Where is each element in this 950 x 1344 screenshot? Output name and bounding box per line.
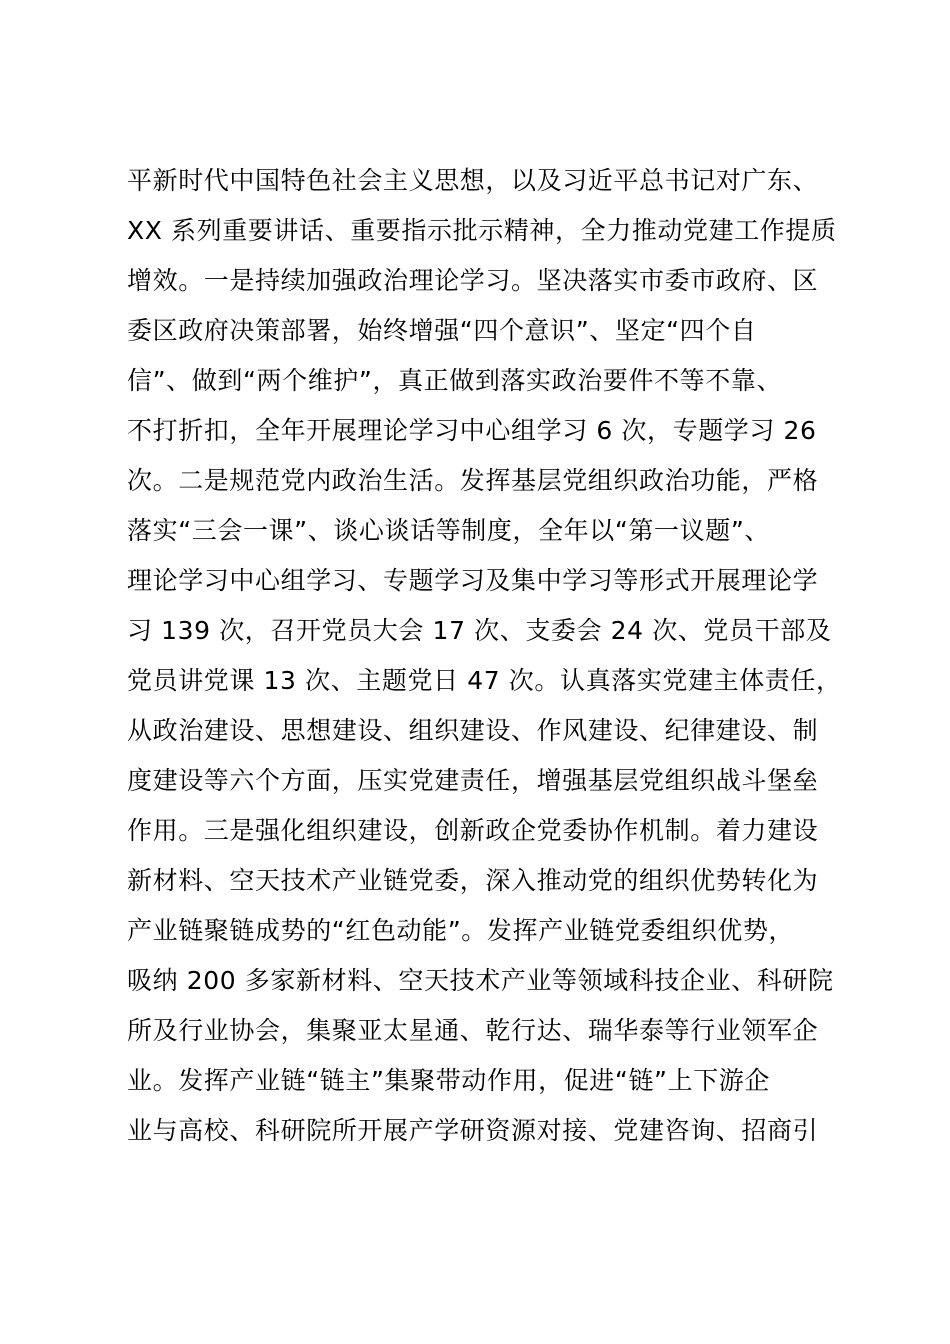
text-line: 所及行业协会，集聚亚太星通、乾行达、瑞华泰等行业领军企	[127, 1016, 819, 1045]
text-line: 落实“三会一课”、谈心谈话等制度，全年以“第一议题”、	[127, 516, 771, 545]
text-line: 新材料、空天技术产业链党委，深入推动党的组织优势转化为	[127, 866, 819, 895]
text-line: 产业链聚链成势的“红色动能”。发挥产业链党委组织优势，	[127, 916, 795, 945]
text-line: 次。二是规范党内政治生活。发挥基层党组织政治功能，严格	[127, 466, 819, 495]
text-line: 信”、做到“两个维护”，真正做到落实政治要件不等不靠、	[127, 366, 783, 395]
text-line: 不打折扣，全年开展理论学习中心组学习 6 次，专题学习 26	[127, 416, 817, 445]
text-line: 业。发挥产业链“链主”集聚带动作用，促进“链”上下游企	[127, 1066, 771, 1095]
text-line: 习 139 次，召开党员大会 17 次、支委会 24 次、党员干部及	[127, 616, 832, 645]
text-line: 从政治建设、思想建设、组织建设、作风建设、纪律建设、制	[127, 716, 819, 745]
text-line: 增效。一是持续加强政治理论学习。坚决落实市委市政府、区	[127, 266, 819, 295]
text-line: 理论学习中心组学习、专题学习及集中学习等形式开展理论学	[127, 566, 819, 595]
text-line: 度建设等六个方面，压实党建责任，增强基层党组织战斗堡垒	[127, 766, 819, 795]
text-line: 委区政府决策部署，始终增强“四个意识”、坚定“四个自	[127, 316, 757, 345]
text-line: XX 系列重要讲话、重要指示批示精神，全力推动党建工作提质	[127, 216, 837, 245]
body-text	[127, 156, 847, 1156]
text-line: 党员讲党课 13 次、主题党日 47 次。认真落实党建主体责任，	[127, 666, 842, 695]
text-line: 吸纳 200 多家新材料、空天技术产业等领域科技企业、科研院	[127, 966, 834, 995]
text-line: 平新时代中国特色社会主义思想，以及习近平总书记对广东、	[127, 166, 819, 195]
text-line: 业与高校、科研院所开展产学研资源对接、党建咨询、招商引	[127, 1116, 819, 1145]
text-line: 作用。三是强化组织建设，创新政企党委协作机制。着力建设	[127, 816, 819, 845]
